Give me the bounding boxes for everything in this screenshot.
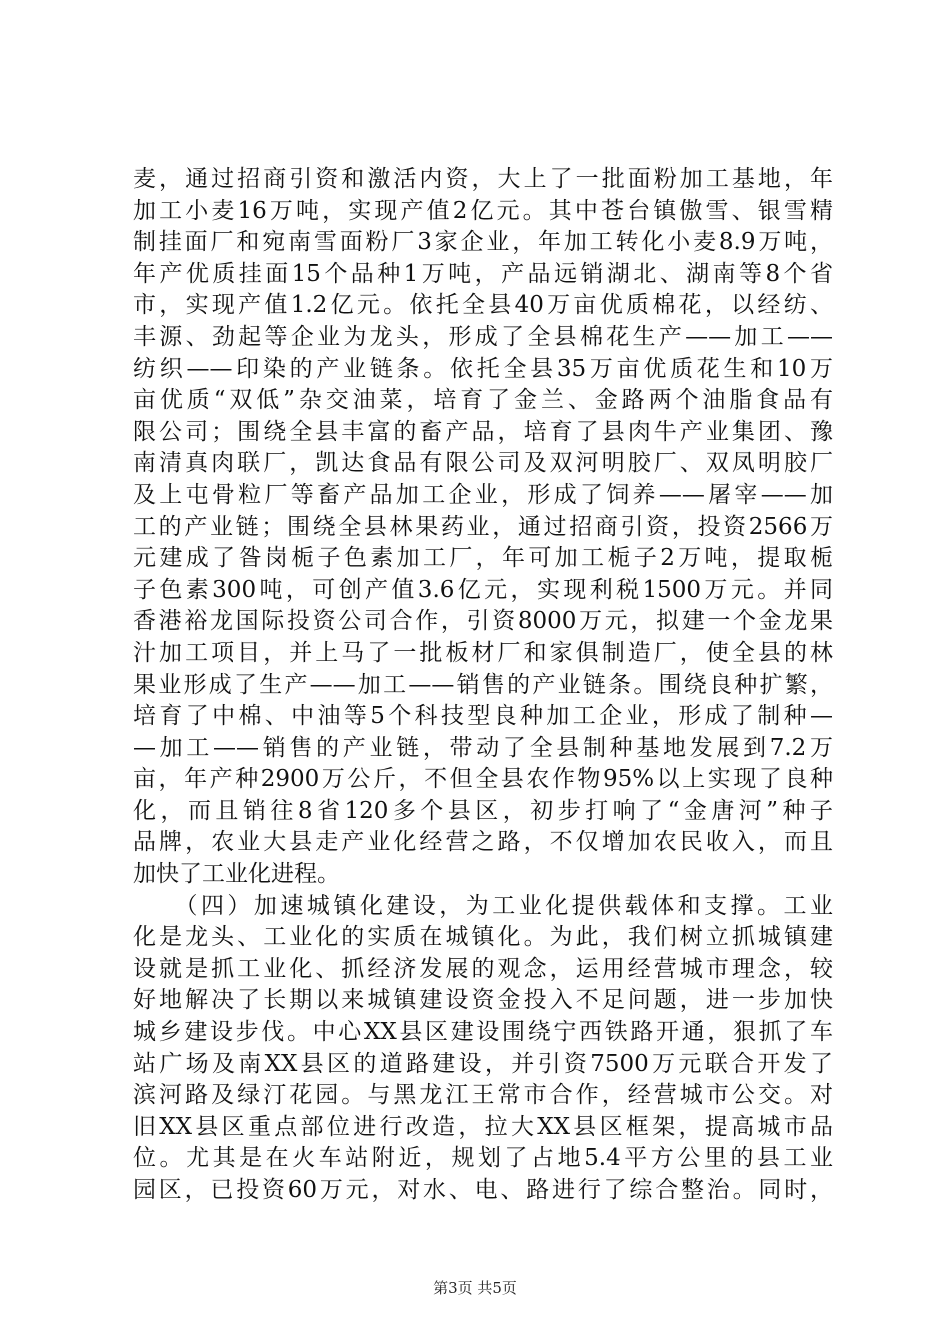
text-line: 制挂面厂和宛南雪面粉厂3家企业，年加工转化小麦8.9万吨， [133, 229, 833, 256]
text-line: 培育了中棉、中油等5个科技型良种加工企业，形成了制种— [133, 703, 833, 730]
text-line: 加工小麦16万吨，实现产值2亿元。其中苍台镇傲雪、银雪精 [133, 197, 833, 224]
text-line: 好地解决了长期以来城镇建设资金投入不足问题，进一步加快 [133, 987, 833, 1014]
text-line: 设就是抓工业化、抓经济发展的观念，运用经营城市理念，较 [133, 955, 833, 982]
text-line: 麦，通过招商引资和激活内资，大上了一批面粉加工基地，年 [133, 166, 833, 192]
text-line: 城乡建设步伐。中心XX县区建设围绕宁西铁路开通，狠抓了车 [133, 1019, 833, 1046]
text-line: 香港裕龙国际投资公司合作，引资8000万元，拟建一个金龙果 [133, 608, 833, 635]
text-line: 工的产业链；围绕全县林果药业，通过招商引资，投资2566万 [133, 513, 833, 540]
text-line: 果业形成了生产——加工——销售的产业链条。围绕良种扩繁， [133, 671, 833, 698]
text-line: 加快了工业化进程。 [133, 861, 340, 888]
text-line: 滨河路及绿汀花园。与黑龙江王常市合作，经营城市公交。对 [133, 1082, 833, 1109]
text-line: 丰源、劲起等企业为龙头，形成了全县棉花生产——加工—— [133, 323, 833, 350]
text-line: —加工——销售的产业链，带动了全县制种基地发展到7.2万 [133, 734, 833, 761]
text-line: 位。尤其是在火车站附近，规划了占地5.4平方公里的县工业 [133, 1145, 833, 1172]
text-line: 品牌，农业大县走产业化经营之路，不仅增加农民收入，而且 [133, 829, 833, 856]
text-line: 市，实现产值1.2亿元。依托全县40万亩优质棉花，以经纺、 [133, 292, 833, 319]
text-line: 及上屯骨粒厂等畜产品加工企业，形成了饲养——屠宰——加 [133, 481, 833, 508]
text-line: 限公司；围绕全县丰富的畜产品，培育了县肉牛产业集团、豫 [133, 418, 833, 445]
body-text [133, 164, 833, 1207]
text-line: 纺织——印染的产业链条。依托全县35万亩优质花生和10万 [133, 355, 833, 382]
text-line: 元建成了昝岗栀子色素加工厂，年可加工栀子2万吨，提取栀 [133, 545, 833, 572]
text-line: 亩优质“双低”杂交油菜，培育了金兰、金路两个油脂食品有 [133, 387, 833, 414]
text-line: 站广场及南XX县区的道路建设，并引资7500万元联合开发了 [133, 1050, 833, 1077]
text-line: 汁加工项目，并上马了一批板材厂和家俱制造厂，使全县的林 [133, 639, 833, 666]
text-line: 化是龙头、工业化的实质在城镇化。为此，我们树立抓城镇建 [133, 924, 833, 951]
text-line: 化，而且销往8省120多个县区，初步打响了“金唐河”种子 [133, 797, 833, 824]
text-line: 子色素300吨，可创产值3.6亿元，实现利税1500万元。并同 [133, 576, 833, 603]
text-line: 园区，已投资60万元，对水、电、路进行了综合整治。同时， [133, 1177, 833, 1203]
text-line: 亩，年产种2900万公斤，不但全县农作物95%以上实现了良种 [133, 766, 833, 793]
text-line: （四）加速城镇化建设，为工业化提供载体和支撑。工业 [133, 892, 833, 919]
page-footer: 第3页 共5页 [433, 1279, 517, 1297]
text-line: 年产优质挂面15个品种1万吨，产品远销湖北、湖南等8个省 [133, 260, 833, 287]
text-line: 南清真肉联厂，凯达食品有限公司及双河明胶厂、双凤明胶厂 [133, 450, 833, 477]
text-line: 旧XX县区重点部位进行改造，拉大XX县区框架，提高城市品 [133, 1113, 833, 1140]
